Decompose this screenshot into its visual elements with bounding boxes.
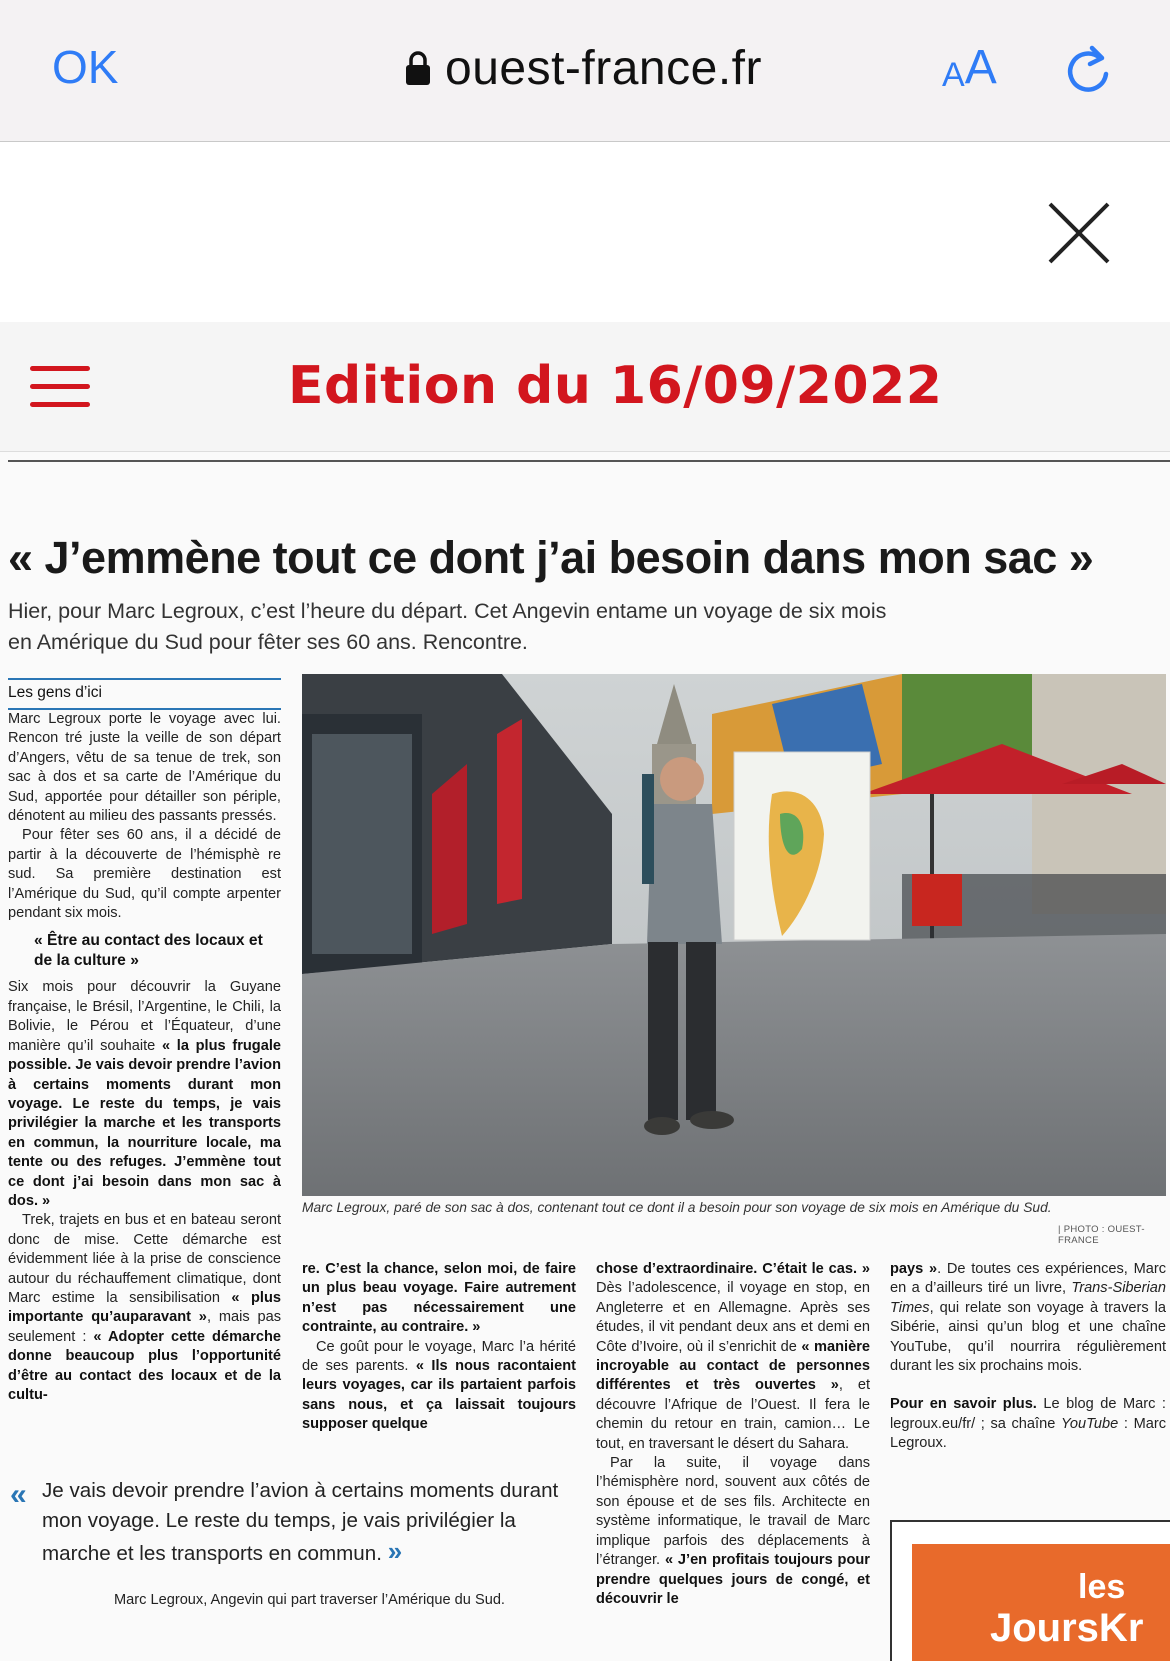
lead-line-2: en Amérique du Sud pour fêter ses 60 ans. Rencontre. — [8, 630, 528, 654]
quote-author: Marc Legroux, Angevin qui part traverser l’Amérique du Sud. — [114, 1592, 505, 1608]
lead-line-1: Hier, pour Marc Legroux, c’est l’heure du départ. Cet Angevin entame un voyage de six mois — [8, 599, 887, 623]
address-bar[interactable] — [405, 38, 762, 98]
paragraph: Pour fêter ses 60 ans, il a décidé de partir à la découverte de l’hémisphè re sud. Sa première destination est l’Amérique du Sud, qu’il compte arpenter pendant six mois. — [8, 827, 281, 922]
ad-text: les — [1078, 1568, 1126, 1606]
section-rubric: Les gens d’ici — [8, 678, 281, 710]
url-text: ouest-france.fr — [445, 41, 762, 95]
text-size-button[interactable] — [942, 40, 997, 95]
paragraph: pays ». De toutes ces expériences, Marc en a d’ailleurs tiré un livre, Trans-Siberian Times, qui relate son voyage à travers la Sibérie, ainsi qu’un blog et une chaîne YouTube, qu’il nourrira régulièrement durant les six prochains mois. — [890, 1261, 1166, 1375]
paragraph: re. C’est la chance, selon moi, de faire un plus beau voyage. Faire autrement n’est pas nécessairement une contrainte, au contraire. » — [302, 1261, 576, 1336]
paragraph: Marc Legroux porte le voyage avec lui. Rencon tré juste la veille de son départ d’Angers, vêtu de sa tenue de trek, son sac à dos et sa carte de l’Amérique du Sud, apportée pour détailler son périple, dénotent au milieu des passants pressés. — [8, 711, 281, 825]
paragraph: chose d’extraordinaire. C’était le cas. » Dès l’adolescence, il voyage en stop, en Angleterre et en Allemagne. Après ses études, il vit pendant deux ans et demi en Côte d’Ivoire, où il s’enrichit de « manière incroyable au contact de personnes différentes et très ouvertes », et découvre l’Afrique de l’Ouest. Il fera le chemin du retour en train, camion… Le tout, en traversant le désert du Sahara. — [596, 1261, 870, 1452]
quote-close-icon: » — [387, 1536, 403, 1566]
photo-credit: | PHOTO : OUEST-FRANCE — [1058, 1224, 1145, 1246]
reload-icon[interactable] — [1062, 40, 1114, 100]
pull-quote: Je vais devoir prendre l’avion à certains moments durant mon voyage. Le reste du temps, je vais privilégier la marche et les transports en commun. » — [42, 1479, 559, 1566]
divider — [8, 460, 1170, 462]
lock-icon — [405, 50, 431, 86]
article-column-3 — [596, 1260, 870, 1609]
text-size-small-label: A — [942, 56, 965, 94]
paragraph: Trek, trajets en bus et en bateau seront donc de mise. Cette démarche est évidemment liée à la prise de conscience autour du réchauffement climatique, dont Marc estime la sensibilisation « plus importante qu’auparavant », mais pas seulement : « Adopter cette démarche donne beaucoup plus l’opportunité d’être au contact des locaux et de la cultu- — [8, 1212, 281, 1403]
paragraph: Ce goût pour le voyage, Marc l’a hérité de ses parents. « Ils nous racontaient leurs voyages, car ils partaient parfois sans nous, et ça laissait toujours supposer quelque — [302, 1338, 576, 1433]
done-button[interactable]: OK — [52, 41, 119, 93]
article-column-2 — [302, 1260, 576, 1435]
text-size-large-label: A — [964, 41, 997, 94]
close-icon[interactable] — [1046, 200, 1112, 266]
paragraph: Six mois pour découvrir la Guyane française, le Brésil, l’Argentine, le Chili, la Bolivie, le Pérou et l’Équateur, d’une manière qu’il souhaite « la plus frugale possible. Je vais devoir prendre l’avion à certains moments durant mon voyage. Le reste du temps, je vais privilégier la marche et les transports en commun, la nourriture locale, ma tente ou des refuges. J’emmène tout ce dont j’ai besoin dans mon sac à dos. » — [8, 979, 281, 1209]
photo-caption: Marc Legroux, paré de son sac à dos, contenant tout ce dont il a besoin pour son voyage de six mois en Amérique du Sud. — [302, 1200, 1052, 1215]
paragraph: Par la suite, il voyage dans l’hémisphère nord, souvent aux côtés de son épouse et de ses fils. Architecte en système informatique, le travail de Marc implique parfois des déplacements à l’étranger. « J’en profitais toujours pour prendre quelques jours de congé, et découvrir le — [596, 1455, 870, 1607]
quote-open-icon: « — [10, 1478, 27, 1511]
site-header — [0, 322, 1170, 452]
browser-toolbar — [0, 0, 1170, 142]
article-column-4 — [890, 1260, 1166, 1454]
article-lead — [8, 596, 1008, 658]
hamburger-menu-icon[interactable] — [30, 366, 90, 410]
paragraph: Pour en savoir plus. Le blog de Marc : legroux.eu/fr/ ; sa chaîne YouTube : Marc Legroux. — [890, 1396, 1166, 1452]
article-column-1 — [8, 710, 281, 1405]
ad-text: JoursKr — [990, 1606, 1144, 1650]
article-headline: « J’emmène tout ce dont j’ai besoin dans mon sac » — [8, 532, 1094, 583]
edition-title: Edition du 16/09/2022 — [288, 356, 943, 416]
article-subhead: « Être au contact des locaux et de la culture » — [34, 932, 263, 969]
article-photo — [302, 674, 1166, 1196]
newspaper-page — [0, 452, 1170, 1661]
